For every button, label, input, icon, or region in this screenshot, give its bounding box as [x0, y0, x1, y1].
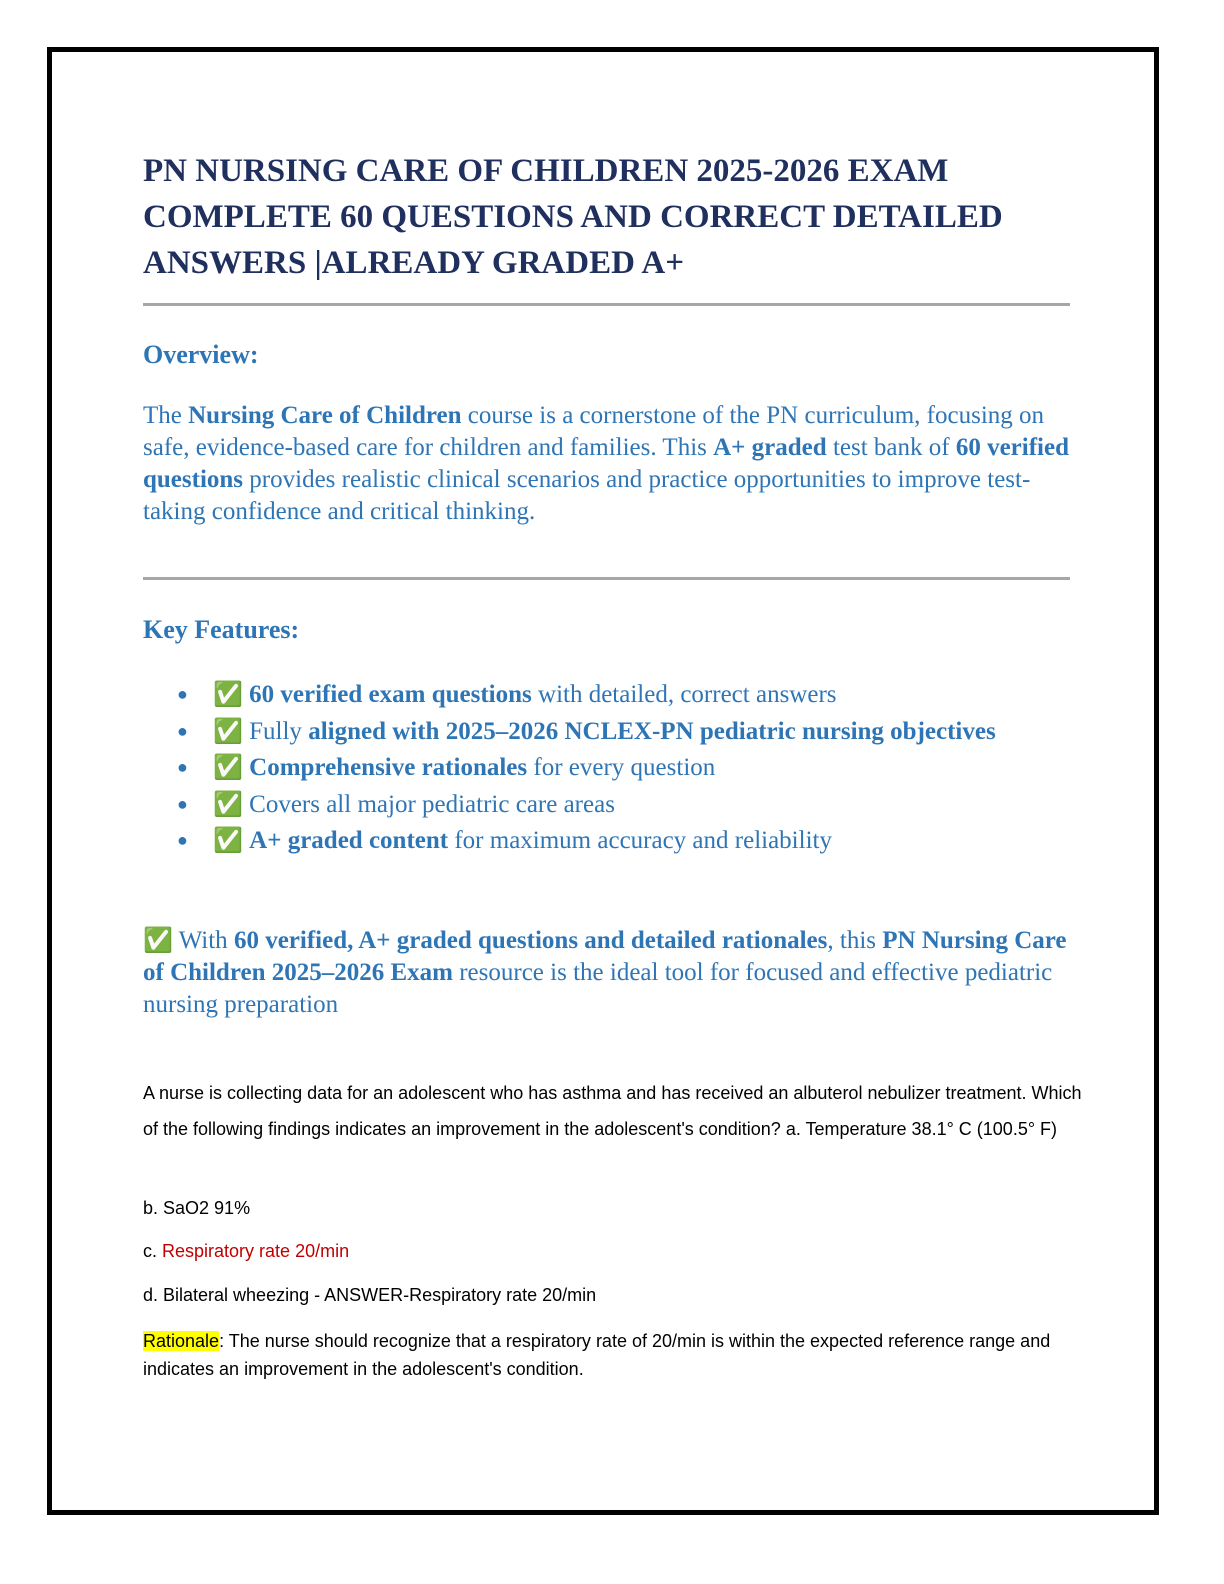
- summary-text: With: [172, 927, 234, 954]
- document-title: PN NURSING CARE OF CHILDREN 2025-2026 EXAM COMPLETE 60 QUESTIONS AND CORRECT DETAILED ANSWERS |ALREADY GRADED A+: [143, 153, 1003, 281]
- key-features-heading: Key Features:: [143, 615, 300, 644]
- summary-text: resource is the ideal tool for focused and effective pediatric nursing preparation: [143, 959, 1053, 1018]
- overview-bold-text: 60 verified questions: [143, 434, 1069, 493]
- answer-option-d: d. Bilateral wheezing - ANSWER-Respiratory rate 20/min: [143, 1285, 597, 1305]
- summary-bold-text: PN Nursing Care of Children 2025–2026 Exam: [143, 927, 1067, 986]
- question-stem: A nurse is collecting data for an adolescent who has asthma and has received an albuterol nebulizer treatment. Which of the following findings indicates an improvement in the adolescent's condition? a. Temperature 38.1° C (100.5° F): [143, 1083, 1082, 1139]
- rationale-label: Rationale: [143, 1331, 220, 1351]
- overview-text: course is a cornerstone of the PN curriculum, focusing on safe, evidence-based care for children and families. This: [143, 402, 1045, 461]
- bullet-icon: ●: [177, 793, 188, 814]
- overview-bold-text: Nursing Care of Children: [188, 402, 462, 429]
- option-label: c.: [143, 1241, 163, 1261]
- overview-bold-text: A+ graded: [713, 434, 827, 461]
- feature-text: for maximum accuracy and reliability: [448, 827, 832, 854]
- rationale-text: : The nurse should recognize that a respiratory rate of 20/min is within the expected reference range and indicates an improvement in the adolescent's condition.: [143, 1331, 1051, 1379]
- divider: [143, 577, 1070, 580]
- feature-bold-text: 60 verified exam questions: [249, 681, 532, 708]
- answer-option-b: b. SaO2 91%: [143, 1198, 251, 1218]
- list-item: [143, 715, 1073, 748]
- bullet-icon: ●: [177, 830, 188, 850]
- answer-option-c: [143, 1239, 1083, 1263]
- check-mark-icon: ✅: [213, 680, 243, 708]
- feature-text: with detailed, correct answers: [531, 681, 837, 708]
- summary-text: , this: [827, 927, 883, 954]
- feature-bold-text: A+ graded content: [249, 827, 449, 854]
- bullet-icon: ●: [177, 684, 188, 704]
- check-mark-icon: ✅: [143, 926, 173, 954]
- bullet-icon: ●: [177, 757, 188, 777]
- list-item: [143, 751, 1073, 784]
- overview-text: The: [143, 402, 189, 429]
- check-mark-icon: ✅: [213, 753, 243, 781]
- summary-bold-text: 60 verified, A+ graded questions and detailed rationales: [233, 927, 828, 954]
- check-mark-icon: ✅: [213, 789, 243, 818]
- bullet-icon: ●: [177, 720, 188, 741]
- key-features-list: [143, 678, 1073, 861]
- list-item: [143, 824, 1073, 857]
- list-item: [143, 678, 1073, 711]
- feature-text: for every question: [527, 754, 716, 781]
- rationale: [143, 1327, 1083, 1383]
- list-item: [143, 788, 1073, 821]
- feature-bold-text: Comprehensive rationales: [249, 754, 528, 781]
- correct-answer-text: Respiratory rate 20/min: [162, 1241, 350, 1261]
- check-mark-icon: ✅: [213, 826, 243, 854]
- check-mark-icon: ✅: [213, 716, 243, 745]
- feature-bold-text: aligned with 2025–2026 NCLEX-PN pediatric nursing objectives: [308, 717, 996, 745]
- summary-paragraph: [143, 924, 1083, 1021]
- divider: [143, 303, 1070, 306]
- feature-text: Covers all major pediatric care areas: [242, 790, 615, 818]
- feature-text: Fully: [242, 717, 309, 745]
- overview-text: test bank of: [826, 434, 956, 461]
- overview-paragraph: [143, 400, 1073, 528]
- overview-heading: Overview:: [143, 340, 259, 369]
- overview-text: provides realistic clinical scenarios and practice opportunities to improve test-taking confidence and critical thinking.: [143, 466, 1031, 525]
